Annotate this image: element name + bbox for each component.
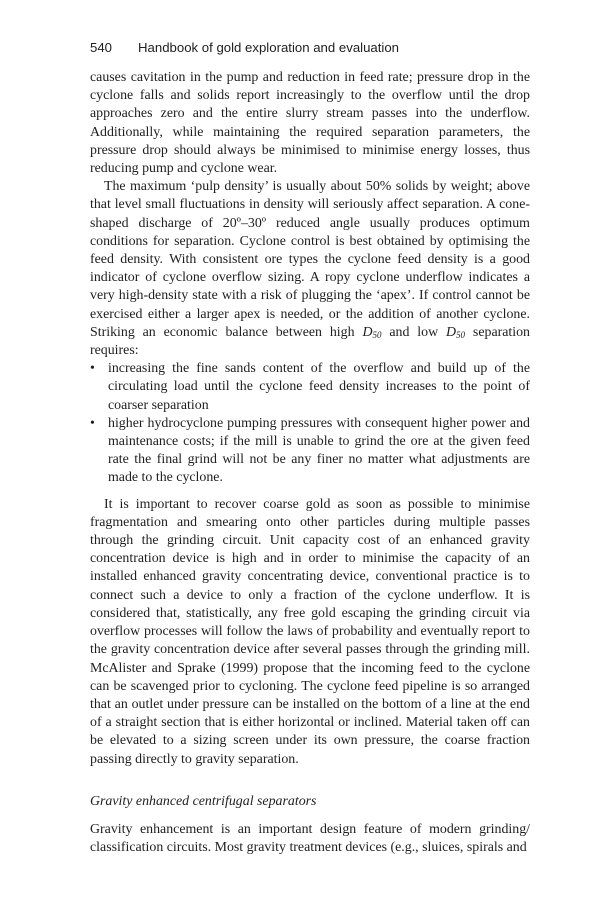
page [90, 40, 530, 857]
paragraph-pulp-density-text: The maximum ‘pulp density’ is usually about 50% solids by weight; above that level small fluctuations in density will seriously affect separation. A cone-shaped discharge of 20º–30º reduced angle usually produces optimum conditions for separation. Cyclone control is best obtained by optimising the feed density. With consistent ore types the cyclone feed density is a good indicator of cyclone overflow sizing. A ropy cyclone underflow indicates a very high-density state with a risk of plugging the ‘apex’. If control cannot be exercised either a larger apex is needed, or the addition of another cyclone. Striking an economic balance between high [90, 179, 530, 340]
paragraph-coarse-gold: It is important to recover coarse gold as soon as possible to minimise fragmentation and smearing onto other particles during multiple passes through the grinding circuit. Unit capacity cost of an enhanced gravity concentration device is high and in order to minimise the capacity of an installed enhanced gravity concentrating device, conventional practice is to connect such a device to only a fraction of the cyclone underflow. It is considered that, statistically, any free gold escaping the grinding circuit via overflow processes will follow the laws of probability and eventually report to the gravity concentration device after several passes through the grinding mill. McAlister and Sprake (1999) propose that the incoming feed to the cyclone can be scavenged prior to cycloning. The cyclone feed pipeline is so arranged that an outlet under pressure can be installed on the bottom of a line at the end of a straight section that is either horizontal or inclined. Material taken off can be elevated to a sizing screen under its own pressure, the coarse fraction passing directly to gravity separation. [90, 496, 530, 767]
d50-symbol: $D_{50}$ [446, 324, 466, 340]
d50-symbol: $D_{50}$ [362, 324, 382, 340]
section-heading: Gravity enhanced centrifugal separators [90, 793, 317, 809]
separation-requires-text: separation requires: [90, 324, 531, 359]
page-number: 540 [90, 40, 113, 55]
running-head [90, 40, 530, 55]
paragraph-gravity-enhancement: Gravity enhancement is an important design feature of modern grinding/ classification circuits. Most gravity treatment devices (e.g., sluices, spirals and [90, 821, 530, 856]
body-text [90, 69, 530, 857]
list-item: • increasing the fine sands content of the overflow and build up of the circulating load until the cyclone feed density increases to the point of coarser separation [90, 361, 530, 413]
bullet-icon: • [90, 415, 95, 431]
paragraph-pulp-density [90, 178, 530, 360]
and-low-text: and low [389, 324, 439, 340]
paragraph-cavitation: causes cavitation in the pump and reduction in feed rate; pressure drop in the cyclone falls and solids report increasingly to the overflow until the drop approaches zero and the entire slurry stream passes into the underflow. Additionally, while maintaining the required separation parameters, the pressure drop should always be minimised to minimise energy losses, thus reducing pump and cyclone wear. [90, 70, 530, 177]
bullet-icon: • [90, 361, 95, 377]
bullet-list [90, 360, 530, 487]
book-title: Handbook of gold exploration and evaluation [138, 40, 400, 55]
list-item: • higher hydrocyclone pumping pressures with consequent higher power and maintenance costs; if the mill is unable to grind the ore at the given feed rate the final grind will not be any finer no matter what adjustments are made to the cyclone. [90, 415, 530, 486]
